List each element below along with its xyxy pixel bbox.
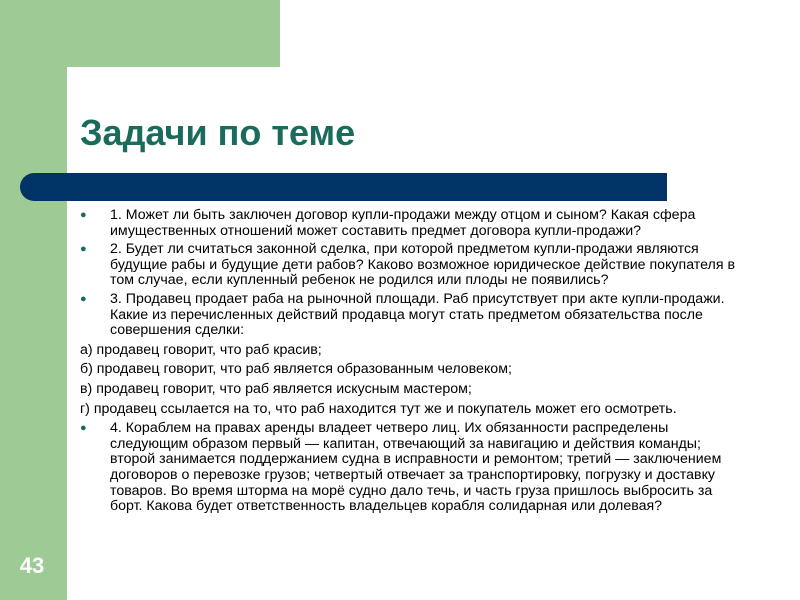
list-item [80,421,748,515]
list-item [80,208,748,239]
option-c: в) продавец говорит, что раб является искусным мастером; [80,380,472,397]
task-3-text: 3. Продавец продает раба на рыночной площади. Раб присутствует при акте купли-продажи. Какие из перечисленных действий продавца могут стать предметом обязательства после совершения сделки: [110,290,725,339]
decorative-title-bar [20,173,667,201]
bullet-icon: ● [80,422,87,435]
bullet-icon: ● [80,292,87,305]
slide-title: Задачи по теме [80,112,356,153]
option-a: а) продавец говорит, что раб красив; [80,341,322,358]
bullet-icon: ● [80,243,87,256]
decorative-green-sidebar [0,0,67,600]
option-b: б) продавец говорит, что раб является образованным человеком; [80,361,512,378]
slide-content [80,208,748,518]
task-2-text: 2. Будет ли считаться законной сделка, при которой предметом купли-продажи являются будущие рабы и будущие дети рабов? Каково возможное юридическое действие покупателя в том случае, если купленный ребенок не родился или плоды не появились? [110,241,735,289]
list-item [80,292,748,339]
option-d: г) продавец ссылается на то, что раб находится тут же и покупатель может его осмотреть. [80,400,677,417]
list-item [80,242,748,289]
task-4-text: 4. Кораблем на правах аренды владеет четверо лиц. Их обязанности распределены следующим образом первый — капитан, отвечающий за навигацию и действия команды; второй занимается поддержанием судна в исправности и ремонтом; третий — заключением договоров о перевозке грузов; четвертый отвечает за транспортировку, погрузку и доставку товаров. Во время шторма на морё судно дало течь, и часть груза пришлось выбросить за борт. Какова будет ответственность владельцев корабля солидарная или долевая? [110,420,722,515]
task-1-text: 1. Может ли быть заключен договор купли-продажи между отцом и сыном? Какая сфера имущественных отношений может составить предмет договора купли-продажи? [110,207,696,239]
bullet-icon: ● [80,209,87,221]
decorative-green-header [0,0,280,67]
slide-number: 43 [19,553,45,578]
